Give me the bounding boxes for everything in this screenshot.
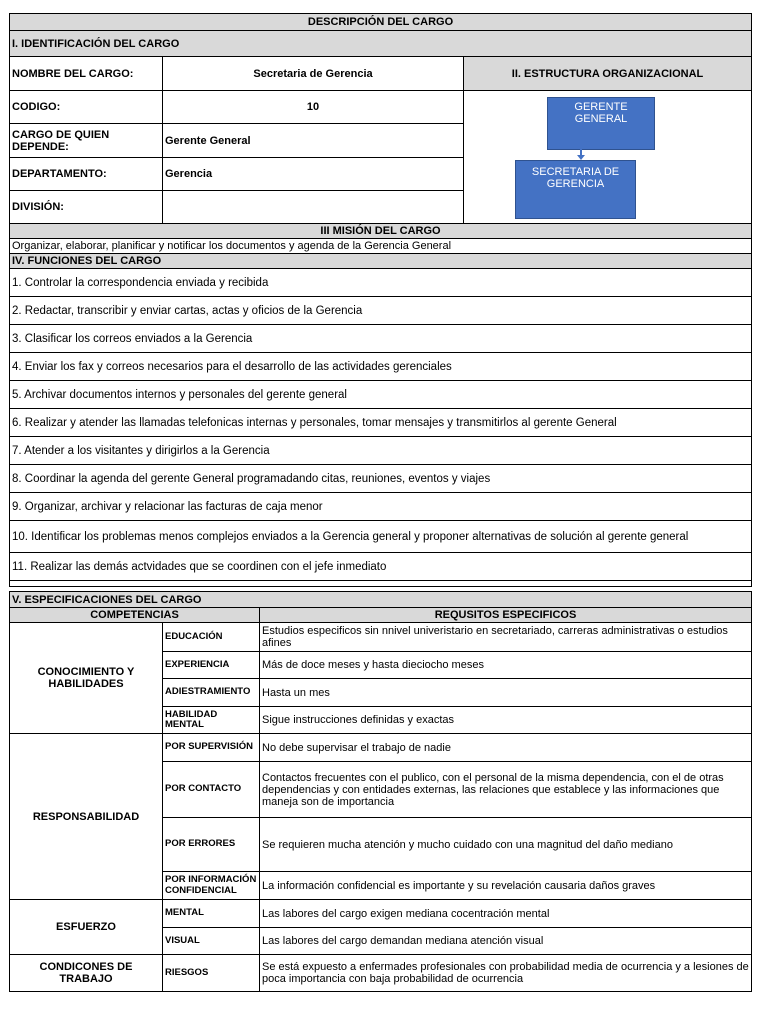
requisito-value: Contactos frecuentes con el publico, con el personal de la misma dependencia, con el de otras dependencias y con entidades externas, las relaciones que establece y las informaciones que maneja son de importancia	[260, 762, 752, 818]
depende-value: Gerente General	[163, 124, 464, 158]
group-condiciones: CONDICONES DE TRABAJO	[10, 955, 163, 992]
competencias-header: COMPETENCIAS	[10, 608, 260, 623]
competencia-label: POR ERRORES	[163, 818, 260, 872]
competencia-label: POR INFORMACIÓN CONFIDENCIAL	[163, 872, 260, 900]
division-value	[163, 191, 464, 224]
competencia-label: POR CONTACTO	[163, 762, 260, 818]
mision-text: Organizar, elaborar, planificar y notificar los documentos y agenda de la Gerencia General	[10, 239, 752, 254]
requisito-value: La información confidencial es importante y su revelación causaria daños graves	[260, 872, 752, 900]
section-identificacion-title: I. IDENTIFICACIÓN DEL CARGO	[10, 31, 752, 57]
org-box-gerente-general: GERENTE GENERAL	[547, 97, 655, 150]
departamento-label: DEPARTAMENTO:	[10, 158, 163, 191]
requisito-value: No debe supervisar el trabajo de nadie	[260, 734, 752, 762]
org-connector	[580, 146, 582, 155]
departamento-value: Gerencia	[163, 158, 464, 191]
funcion-item: 3. Clasificar los correos enviados a la Gerencia	[10, 325, 752, 353]
requisito-value: Las labores del cargo exigen mediana cocentración mental	[260, 900, 752, 928]
requisito-value: Se está expuesto a enfermades profesionales con probabilidad media de ocurrencia y a lesiones de poca importancia con baja probabilidad de ocurrencia	[260, 955, 752, 992]
org-box-secretaria-gerencia: SECRETARIA DE GERENCIA	[515, 160, 636, 219]
competencia-label: MENTAL	[163, 900, 260, 928]
funcion-item: 6. Realizar y atender las llamadas telefonicas internas y personales, tomar mensajes y transmitirlos al gerente General	[10, 409, 752, 437]
requisitos-header: REQUSITOS ESPECIFICOS	[260, 608, 752, 623]
competencia-label: POR SUPERVISIÓN	[163, 734, 260, 762]
spacer-row	[10, 581, 752, 587]
funcion-item: 2. Redactar, transcribir y enviar cartas, actas y oficios de la Gerencia	[10, 297, 752, 325]
funcion-item: 11. Realizar las demás actvidades que se coordinen con el jefe inmediato	[10, 553, 752, 581]
competencia-label: VISUAL	[163, 928, 260, 955]
requisito-value: Las labores del cargo demandan mediana atención visual	[260, 928, 752, 955]
document-title: DESCRIPCIÓN DEL CARGO	[10, 14, 752, 31]
specifications-table	[9, 591, 752, 992]
competencia-label: ADIESTRAMIENTO	[163, 679, 260, 707]
section-mision-title: III MISIÓN DEL CARGO	[10, 224, 752, 239]
requisito-value: Sigue instrucciones definidas y exactas	[260, 707, 752, 734]
section-funciones-title: IV. FUNCIONES DEL CARGO	[10, 254, 752, 269]
funcion-item: 5. Archivar documentos internos y personales del gerente general	[10, 381, 752, 409]
section-estructura-title: II. ESTRUCTURA ORGANIZACIONAL	[464, 57, 752, 91]
competencia-label: HABILIDAD MENTAL	[163, 707, 260, 734]
codigo-label: CODIGO:	[10, 91, 163, 124]
requisito-value: Más de doce meses y hasta dieciocho meses	[260, 652, 752, 679]
codigo-value: 10	[163, 91, 464, 124]
section-especificaciones-title: V. ESPECIFICACIONES DEL CARGO	[10, 592, 752, 608]
competencia-label: EDUCACIÓN	[163, 623, 260, 652]
division-label: DIVISIÓN:	[10, 191, 163, 224]
nombre-cargo-label: NOMBRE DEL CARGO:	[10, 57, 163, 91]
group-conocimiento: CONOCIMIENTO Y HABILIDADES	[10, 623, 163, 734]
requisito-value: Hasta un mes	[260, 679, 752, 707]
group-esfuerzo: ESFUERZO	[10, 900, 163, 955]
nombre-cargo-value: Secretaria de Gerencia	[163, 57, 464, 91]
funcion-item: 1. Controlar la correspondencia enviada y recibida	[10, 269, 752, 297]
competencia-label: EXPERIENCIA	[163, 652, 260, 679]
requisito-value: Estudios especificos sin nnivel univeristario en secretariado, carreras administrativas o estudios afines	[260, 623, 752, 652]
funcion-item: 8. Coordinar la agenda del gerente General programadando citas, reuniones, eventos y viajes	[10, 465, 752, 493]
group-responsabilidad: RESPONSABILIDAD	[10, 734, 163, 900]
depende-label: CARGO DE QUIEN DEPENDE:	[10, 124, 163, 158]
funcion-item: 10. Identificar los problemas menos complejos enviados a la Gerencia general y proponer alternativas de solución al gerente general	[10, 521, 752, 553]
competencia-label: RIESGOS	[163, 955, 260, 992]
requisito-value: Se requieren mucha atención y mucho cuidado con una magnitud del daño mediano	[260, 818, 752, 872]
funcion-item: 7. Atender a los visitantes y dirigirlos a la Gerencia	[10, 437, 752, 465]
funcion-item: 9. Organizar, archivar y relacionar las facturas de caja menor	[10, 493, 752, 521]
funcion-item: 4. Enviar los fax y correos necesarios para el desarrollo de las actividades gerenciales	[10, 353, 752, 381]
